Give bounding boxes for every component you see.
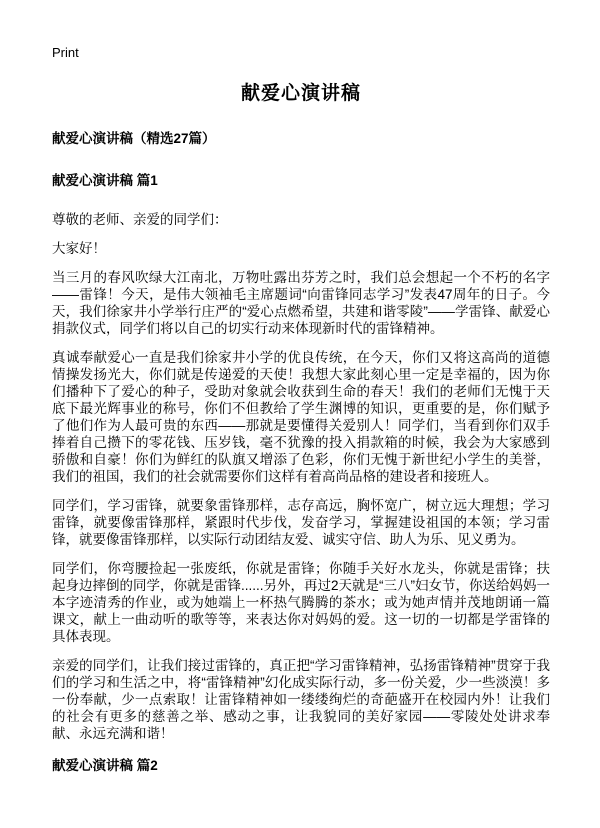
section-1	[52, 169, 550, 742]
salutation-paragraph: 尊敬的老师、亲爱的同学们：	[52, 212, 228, 227]
section-1-heading: 献爱心演讲稿 篇1	[52, 173, 158, 188]
greeting-paragraph: 大家好！	[52, 241, 106, 256]
document-subtitle: 献爱心演讲稿（精选27篇）	[52, 131, 216, 146]
section-2	[52, 754, 550, 774]
body-paragraph: 亲爱的同学们，让我们接过雷锋的，真正把“学习雷锋精神，弘扬雷锋精神”贯穿于我们的学习和生活之中，将“雷锋精神”幻化成实际行动，多一份关爱，少一些淡漠！多一份奉献，少一点索取！让雷锋精神如一缕缕绚烂的奇葩盛开在校园内外！让我们的社会有更多的慈善之举、感动之事，让我貌同的美好家园——零陵处处讲求奉献、永远充满和谐！	[52, 658, 550, 741]
body-paragraph: 同学们，学习雷锋，就要象雷锋那样，志存高远，胸怀宽广，树立远大理想；学习雷锋，就要像雷锋那样，紧跟时代步伐，发奋学习，掌握建设祖国的本领；学习雷锋，就要像雷锋那样，以实际行动团结友爱、诚实守信、助人为乐、见义勇为。	[52, 498, 550, 547]
document-title: 献爱心演讲稿	[240, 83, 361, 104]
section-2-heading: 献爱心演讲稿 篇2	[52, 758, 158, 773]
body-paragraph: 当三月的春风吹绿大江南北，万物吐露出芬芳之时，我们总会想起一个不朽的名字——雷锋！今天，是伟大领袖毛主席题词“向雷锋同志学习”发表47周年的日子。今天，我们徐家井小学举行庄严的“爱心点燃希望，共建和谐零陵”——学雷锋、献爱心捐款仪式，同学们将以自己的切实行动来体现新时代的雷锋精神。	[52, 270, 550, 336]
print-button[interactable]: Print	[52, 45, 79, 60]
body-paragraph: 同学们，你弯腰捡起一张废纸，你就是雷锋；你随手关好水龙头，你就是雷锋；扶起身边摔倒的同学，你就是雷锋......另外，再过2天就是“三八”妇女节，你送给妈妈一本字迹清秀的作业，或为她端上一杯热气腾腾的茶水；或为她声情并茂地朗诵一篇课文，献上一曲动听的歌等等，来表达你对妈妈的爱。这一切的一切都是学雷锋的具体表现。	[52, 561, 551, 644]
body-paragraph: 真诚奉献爱心一直是我们徐家井小学的优良传统，在今天，你们又将这高尚的道德情操发扬光大，你们就是传递爱的天使！我想大家此刻心里一定是幸福的，因为你们播种下了爱心的种子，受助对象就会收获到生命的春天！我们的老师们无愧于天底下最光辉事业的称号，你们不但教给了学生渊博的知识，更重要的是，你们赋予了他们作为人最可贵的东西——那就是要懂得关爱别人！同学们，当看到你们双手捧着自己攒下的零花钱、压岁钱，毫不犹豫的投入捐款箱的时候，我会为大家感到骄傲和自豪！你们为鲜红的队旗又增添了色彩，你们无愧于新世纪小学生的美誉，我们的祖国，我们的社会就需要你们这样有着高尚品格的建设者和接班人。	[52, 350, 550, 484]
